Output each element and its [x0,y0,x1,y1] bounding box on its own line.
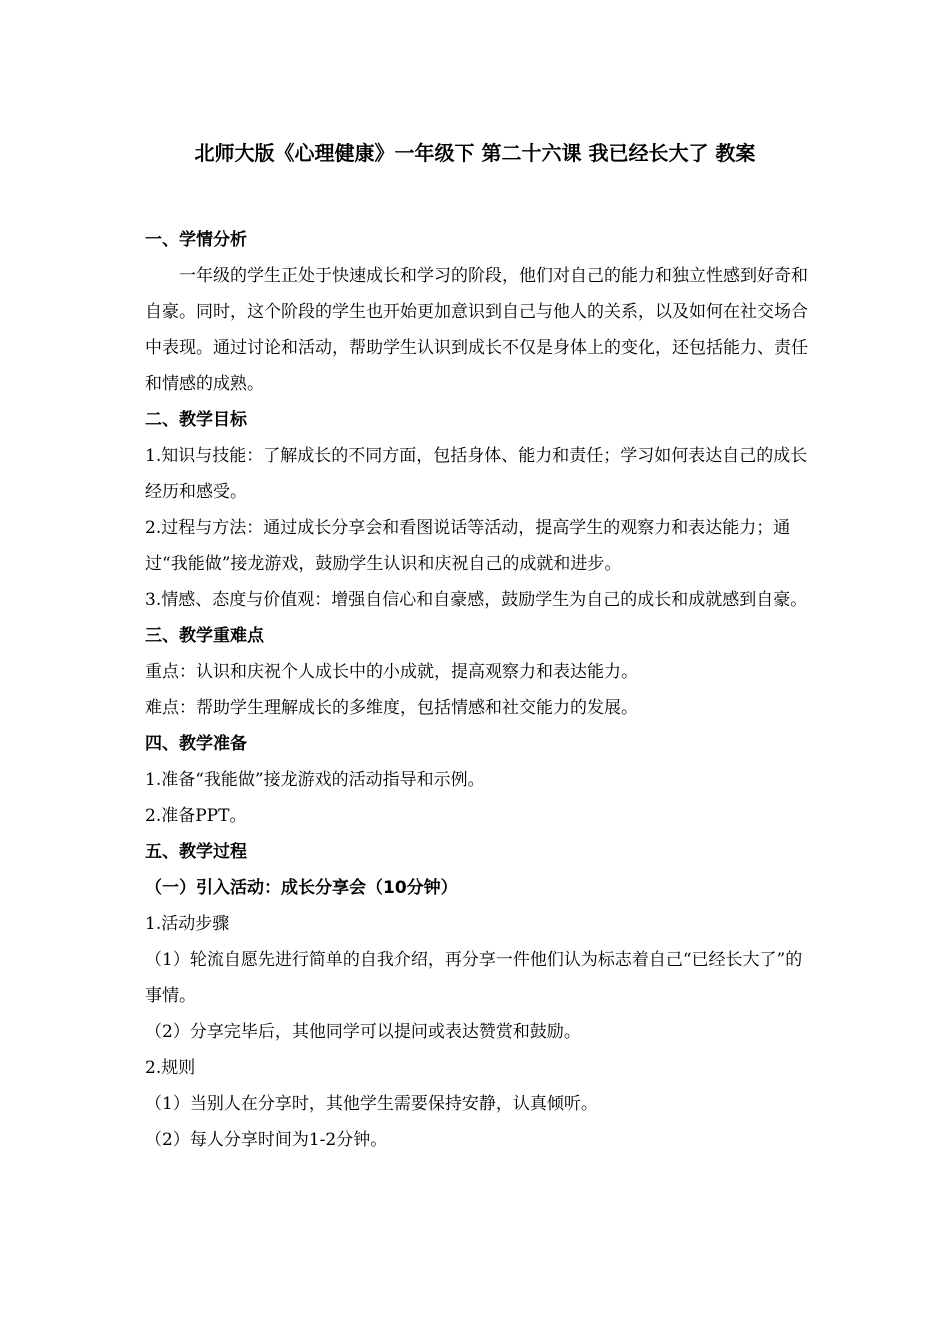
rules-label: 2.规则 [145,1058,196,1078]
section-heading-preparation: 四、教学准备 [145,734,247,754]
section-heading-objectives: 二、教学目标 [145,410,247,430]
activity-steps-label: 1.活动步骤 [145,914,230,934]
document-title: 北师大版《心理健康》一年级下 第二十六课 我已经长大了 教案 [194,141,756,165]
activity-step-2: （2）分享完毕后，其他同学可以提问或表达赞赏和鼓励。 [145,1022,581,1042]
preparation-item-1: 1.准备“我能做”接龙游戏的活动指导和示例。 [145,770,485,790]
objective-item-1: 1.知识与技能：了解成长的不同方面，包括身体、能力和责任；学习如何表达自己的成长经历和感受。 [145,446,808,502]
analysis-paragraph: 一年级的学生正处于快速成长和学习的阶段，他们对自己的能力和独立性感到好奇和自豪。同时，这个阶段的学生也开始更加意识到自己与他人的关系，以及如何在社交场合中表现。通过讨论和活动，帮助学生认识到成长不仅是身体上的变化，还包括能力、责任和情感的成熟。 [145,266,808,394]
section-heading-process: 五、教学过程 [145,842,247,862]
document-body [145,222,810,1158]
objective-item-3: 3.情感、态度与价值观：增强自信心和自豪感，鼓励学生为自己的成长和成就感到自豪。 [145,590,808,610]
rule-2: （2）每人分享时间为1-2分钟。 [145,1130,388,1150]
rule-1: （1）当别人在分享时，其他学生需要保持安静，认真倾听。 [145,1094,598,1114]
section-heading-key-points: 三、教学重难点 [145,626,264,646]
key-point: 重点：认识和庆祝个人成长中的小成就，提高观察力和表达能力。 [145,662,638,682]
process-subheading-1: （一）引入活动：成长分享会（10分钟） [145,878,458,898]
activity-step-1: （1）轮流自愿先进行简单的自我介绍，再分享一件他们认为标志着自己“已经长大了”的事情。 [145,950,803,1006]
section-heading-analysis: 一、学情分析 [145,230,247,250]
difficult-point: 难点：帮助学生理解成长的多维度，包括情感和社交能力的发展。 [145,698,638,718]
objective-item-2: 2.过程与方法：通过成长分享会和看图说话等活动，提高学生的观察力和表达能力；通过“我能做”接龙游戏，鼓励学生认识和庆祝自己的成就和进步。 [145,518,791,574]
preparation-item-2: 2.准备PPT。 [145,806,247,826]
